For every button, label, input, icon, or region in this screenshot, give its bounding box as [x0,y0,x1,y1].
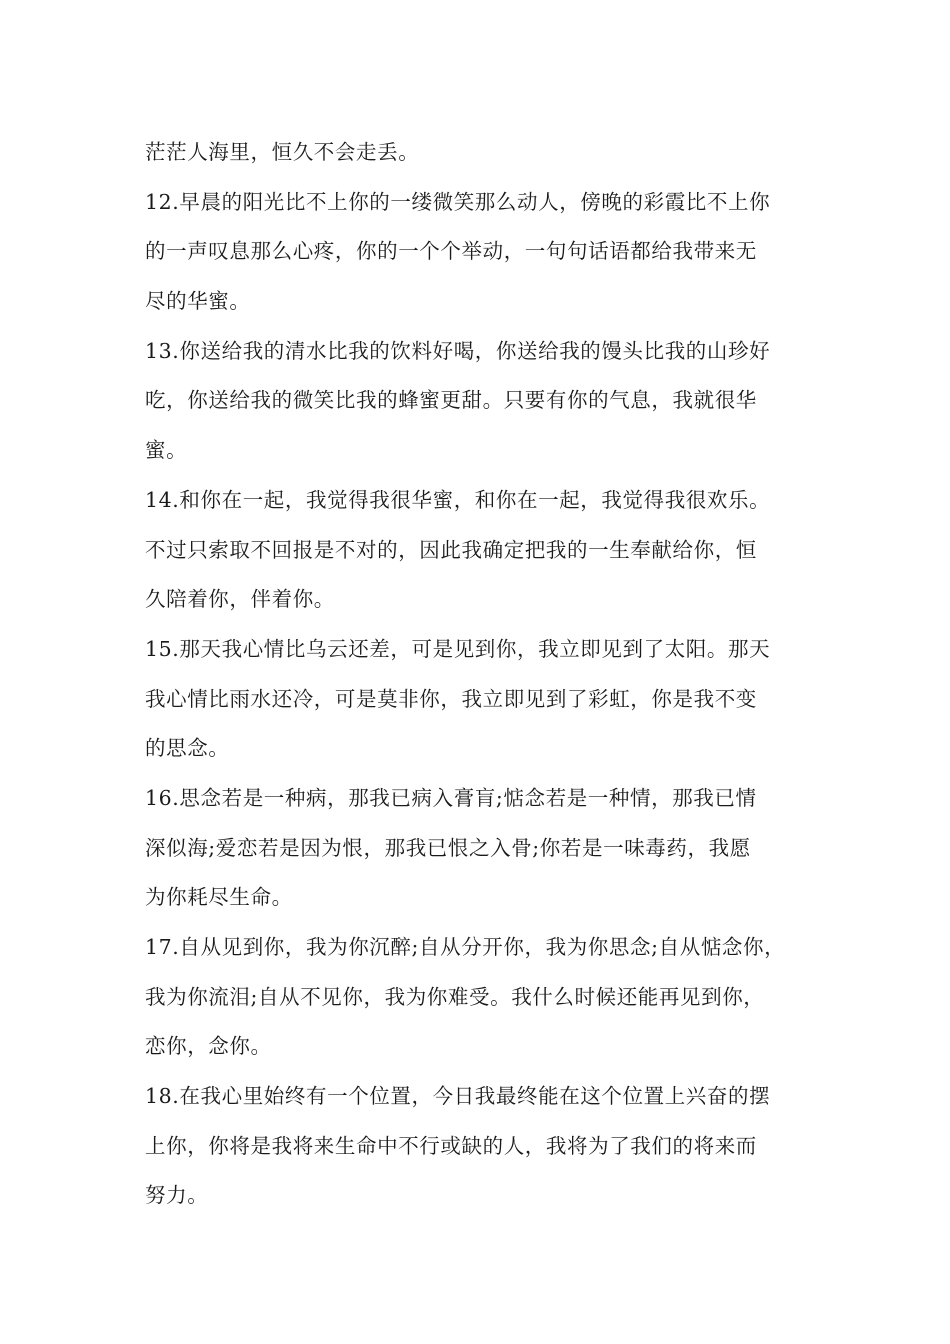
text-line: 不过只索取不回报是不对的，因此我确定把我的一生奉献给你，恒 [145,537,757,562]
text-line: 我心情比雨水还冷，可是莫非你，我立即见到了彩虹，你是我不变 [145,686,757,711]
text-line: 茫茫人海里，恒久不会走丢。 [145,140,420,164]
text-line: 我为你流泪;自从不见你，我为你难受。我什么时候还能再见到你， [145,984,765,1009]
text-line: 蜜。 [145,438,188,463]
text-line: 15.那天我心情比乌云还差，可是见到你，我立即见到了太阳。那天 [145,636,771,661]
text-line: 久陪着你，伴着你。 [145,587,335,612]
text-line: 为你耗尽生命。 [145,885,293,910]
text-line: 14.和你在一起，我觉得我很华蜜，和你在一起，我觉得我很欢乐。 [145,487,771,512]
text-line: 的思念。 [145,736,230,761]
text-line: 18.在我心里始终有一个位置，今日我最终能在这个位置上兴奋的摆 [145,1084,771,1109]
document-body [145,132,835,1225]
text-line: 努力。 [145,1183,209,1208]
text-line: 恋你，念你。 [145,1034,272,1059]
text-line: 上你，你将是我将来生命中不行或缺的人，我将为了我们的将来而 [145,1133,757,1158]
text-line: 12.早晨的阳光比不上你的一缕微笑那么动人，傍晚的彩霞比不上你 [145,189,771,214]
text-line: 尽的华蜜。 [145,289,251,314]
text-line: 16.思念若是一种病，那我已病入膏肓;惦念若是一种情，那我已情 [145,785,757,810]
text-line: 13.你送给我的清水比我的饮料好喝，你送给我的馒头比我的山珍好 [145,338,771,363]
text-line: 的一声叹息那么心疼，你的一个个举动，一句句话语都给我带来无 [145,239,757,264]
text-line: 深似海;爱恋若是因为恨，那我已恨之入骨;你若是一味毒药，我愿 [145,835,751,860]
text-line: 吃，你送给我的微笑比我的蜂蜜更甜。只要有你的气息，我就很华 [145,388,757,413]
text-line: 17.自从见到你，我为你沉醉;自从分开你，我为你思念;自从惦念你， [145,935,786,959]
